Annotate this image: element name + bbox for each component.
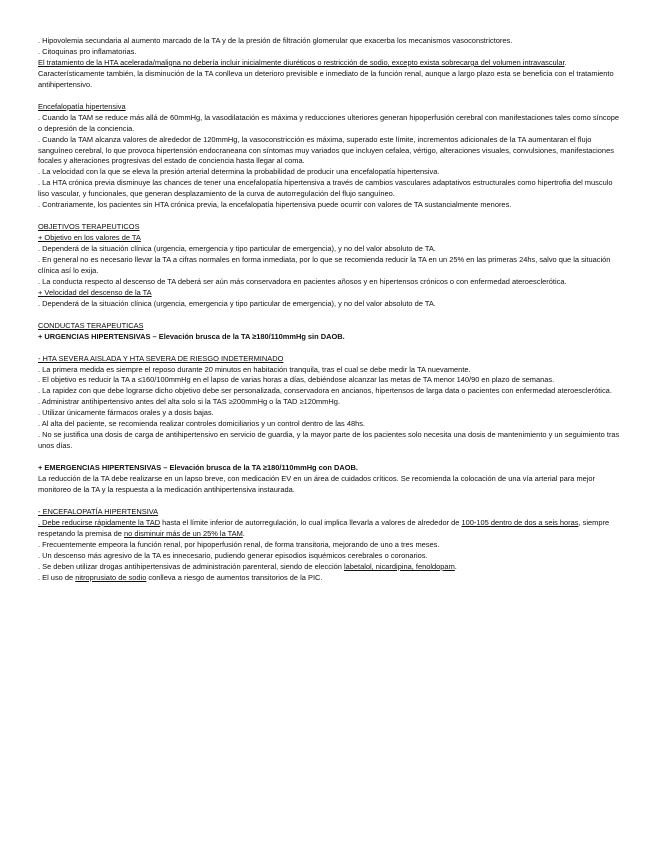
text-run: . Administrar antihipertensivo antes del alta solo si la TAS ≥200mmHg o la TAD ≥120mmHg. [38, 397, 340, 407]
text-run: . [454, 561, 457, 571]
paragraph-line [38, 288, 620, 299]
paragraph-line [38, 332, 620, 343]
paragraph-line [38, 562, 620, 573]
text-run: . Cuando la TAM alcanza valores de alrededor de 120mmHg, la vasoconstricción es máxima, superado este límite, incrementos adicionales de la TA aumentaran el flujo sanguíneo cerebral, lo que provoca hipertensión endocraneana con síntomas muy variados que incluyen cefalea, vértigo, alteraciones visuales, convulsiones, manifestaciones focales y alteraciones progresivas del estado de conciencia hasta llegar al coma. [38, 134, 614, 166]
text-run: . El uso de [38, 572, 76, 582]
text-run: . En general no es necesario llevar la TA a cifras normales en forma inmediata, por lo que se recomienda reducir la TA en un 25% en las primeras 24hs, salvo que la situación clínica así lo exija. [38, 255, 611, 275]
text-run: . No se justifica una dosis de carga de antihipertensivo en servicio de guardia, y la mayor parte de los pacientes solo necesita una dosis de mantenimiento y un seguimiento tras unos días. [38, 430, 620, 451]
section-heading: - ENCEFALOPATÍA HIPERTENSIVA [38, 506, 159, 516]
paragraph-line [38, 518, 620, 540]
text-run: + Objetivo en los valores de TA [38, 233, 141, 243]
paragraph-line [38, 430, 620, 452]
text-run: . Cuando la TAM se reduce más allá de 60mmHg, la vasodilatación es máxima y reducciones ulteriores generan hipoperfusión cerebral con manifestaciones tales como síncope o depresión de la conciencia. [38, 112, 619, 133]
text-run: . Debe reducirse rápidamente la TAD [38, 517, 161, 527]
text-run: hasta el límite inferior de autorregulación, lo cual implica llevarla a valores de alrededor de [160, 517, 462, 527]
paragraph-line [38, 397, 620, 408]
section-hta-severa [38, 343, 620, 453]
paragraph-line [38, 244, 620, 255]
text-run: . Citoquinas pro inflamatorias. [38, 46, 137, 56]
text-run: . Al alta del paciente, se recomienda realizar controles domiciliarios y un control dentro de las 48hs. [38, 419, 366, 429]
paragraph-line [38, 277, 620, 288]
text-run: . Dependerá de la situación clínica (urgencia, emergencia y tipo particular de emergencia), y no del valor absoluto de TA. [38, 244, 436, 254]
text-run: . La velocidad con la que se eleva la presión arterial determina la probabilidad de producir una encefalopatía hipertensiva. [38, 167, 440, 177]
text-run: . La primera medida es siempre el reposo durante 20 minutos en habitación tranquila, tras el cual se debe medir la TA nuevamente. [38, 364, 471, 374]
section-heading: - HTA SEVERA AISLADA Y HTA SEVERA DE RIESGO INDETERMINADO [38, 353, 284, 363]
text-run: conlleva a riesgo de aumentos transitorios de la PIC. [146, 572, 323, 582]
text-run: . Un descenso más agresivo de la TA es innecesario, pudiendo generar episodios isquémicos cerebrales o coronarios. [38, 550, 428, 560]
text-run: . Se deben utilizar drogas antihipertensivas de administración parenteral, siendo de elección [38, 561, 344, 571]
text-run: , siempre respetando la premisa de [38, 517, 610, 538]
section-emergencias [38, 452, 620, 496]
text-run: . Contrariamente, los pacientes sin HTA crónica previa, la encefalopatía hipertensiva puede ocurrir con valores de TA sustancialmente menores. [38, 200, 512, 210]
text-run: nitroprusiato de sodio [75, 572, 147, 582]
section-heading: CONDUCTAS TERAPEUTICAS [38, 320, 144, 330]
paragraph-line [38, 255, 620, 277]
section-encefalopatia [38, 91, 620, 211]
paragraph-line [38, 233, 620, 244]
text-run: + Velocidad del descenso de la TA [38, 287, 152, 297]
paragraph-line [38, 375, 620, 386]
text-run: . Dependerá de la situación clínica (urgencia, emergencia y tipo particular de emergencia), y no del valor absoluto de TA. [38, 298, 436, 308]
paragraph-line [38, 200, 620, 211]
text-run: . El objetivo es reducir la TA a ≤160/100mmHg en el lapso de varias horas a días, debiéndose alcanzar las metas de TA menor 140/90 en plazo de semanas. [38, 375, 555, 385]
paragraph-line [38, 474, 620, 496]
paragraph-line [38, 551, 620, 562]
paragraph-line [38, 463, 620, 474]
section-objetivos [38, 211, 620, 310]
section-heading: Encefalopatía hipertensiva [38, 101, 126, 111]
text-run: . Utilizar únicamente fármacos orales y a dosis bajas. [38, 408, 214, 418]
paragraph-line [38, 408, 620, 419]
text-run: . Frecuentemente empeora la función renal, por hipoperfusión renal, de forma transitoria, mejorando de uno a tres meses. [38, 539, 440, 549]
text-run: La reducción de la TA debe realizarse en un lapso breve, con medicación EV en un área de cuidados críticos. Se recomienda la colocación de una vía arterial para mejor monitoreo de la TA y la respuesta a la medicación antihipertensiva instaurada. [38, 474, 596, 494]
paragraph-line [38, 135, 620, 168]
text-run: no disminuir más de un 25% la TAM [124, 528, 243, 538]
paragraph-line [38, 47, 620, 58]
paragraph-line [38, 113, 620, 135]
text-run: . [242, 528, 245, 538]
text-run: El tratamiento de la HTA acelerada/maligna no debería incluir inicialmente diuréticos o restricción de sodio, excepto exista sobrecarga del volumen intravascular [38, 57, 565, 67]
text-run: . Hipovolemia secundaria al aumento marcado de la TA y de la presión de filtración glomerular que exacerba los mecanismos vasoconstrictores. [38, 36, 513, 45]
text-run: . La rapidez con que debe lograrse dicho objetivo debe ser personalizada, conservadora en ancianos, hipertensos de larga data o pacientes con enfermedad ateroesclerótica. [38, 386, 612, 396]
paragraph-line [38, 167, 620, 178]
text-run: + URGENCIAS HIPERTENSIVAS – Elevación brusca de la TA ≥180/110mmHg sin DAOB. [38, 331, 345, 341]
text-run: . La HTA crónica previa disminuye las chances de tener una encefalopatía hipertensiva a través de cambios vasculares adaptativos estructurales como hipertrofia del musculo liso vascular, y funcionales, que generan desplazamiento de la curva de autorregulación del flujo sanguíneo. [38, 178, 613, 199]
text-run: 100-105 dentro de dos a seis horas [461, 517, 579, 527]
text-run: . Característicamente también, la disminución de la TA conlleva un deterioro previsible e inmediato de la función renal, aunque a largo plazo esta se beneficia con el tratamiento antihipertensivo. [38, 57, 614, 89]
paragraph-line [38, 299, 620, 310]
section-encefalopatia-2 [38, 496, 620, 584]
paragraph-line [38, 419, 620, 430]
text-run: labetalol, nicardipina, fenoldopam [343, 561, 455, 571]
section-intro [38, 36, 620, 91]
paragraph-line [38, 540, 620, 551]
text-run: . La conducta respecto al descenso de TA deberá ser aún más conservadora en pacientes añosos y en hipertensos crónicos o con enfermedad ateroesclerótica. [38, 276, 567, 286]
section-conductas [38, 310, 620, 343]
paragraph-line [38, 58, 620, 91]
document-page [38, 36, 620, 584]
paragraph-line [38, 178, 620, 200]
paragraph-line [38, 36, 620, 47]
paragraph-line [38, 573, 620, 584]
paragraph-line [38, 365, 620, 376]
section-heading: OBJETIVOS TERAPEUTICOS [38, 222, 140, 232]
paragraph-line [38, 386, 620, 397]
text-run: + EMERGENCIAS HIPERTENSIVAS – Elevación brusca de la TA ≥180/110mmHg con DAOB. [38, 463, 358, 473]
